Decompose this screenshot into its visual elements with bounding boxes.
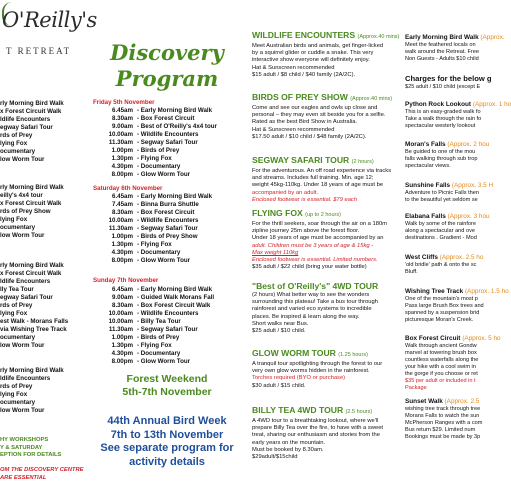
walk-body [405, 149, 502, 170]
walk-line: Meet the feathered locals on [405, 42, 476, 48]
schedule-event: - Flying Fox [137, 241, 172, 248]
schedule-time: 6.45am [112, 193, 133, 200]
schedule-row [93, 217, 245, 225]
tour-line: Meet Australian birds and animals, get finger-licked [252, 43, 384, 49]
schedule-row [93, 147, 245, 155]
walk-line: the gorge if you choose or ret [405, 371, 478, 377]
schedule-row [93, 171, 245, 179]
schedule-time: 11.30am [108, 326, 133, 333]
schedule-row [93, 201, 245, 209]
tour-duration: (2.5 hours) [345, 409, 373, 415]
walk-line: Bookings must be made by 3p [405, 434, 481, 440]
schedule-time: 6.45am [112, 286, 133, 293]
walk-name: Moran's Falls [405, 141, 446, 148]
left-list-item: rly Morning Bird Walk [0, 367, 64, 374]
tour-line: very own glow worms hidden in the rainforest. [252, 368, 370, 375]
left-list-item: rly Morning Bird Walk [0, 100, 64, 107]
logo-title: O'Reilly's [2, 8, 97, 32]
schedule-event: - Wildlife Encounters [137, 131, 199, 138]
tour-duration: (up to 2 hours) [305, 212, 341, 218]
left-column [0, 0, 97, 500]
walk-body [405, 84, 502, 91]
walk-body [405, 296, 502, 324]
walk-name: Charges for the below g [405, 74, 492, 83]
tour-duration: (Approx.40 mins) [357, 34, 400, 40]
tour-duration: (2 hours) [351, 159, 374, 165]
forest-weekend-title: Forest Weekend [126, 373, 208, 385]
schedule-time: 10.00am [108, 318, 133, 325]
tour-name: FLYING FOX [252, 208, 303, 218]
walk-name: Wishing Tree Track [405, 288, 464, 295]
walk-early-morning-bird [405, 34, 505, 63]
tour-line: Hat & Sunscreen recommended [252, 126, 335, 133]
walk-line: Be guided to one of the mou [405, 149, 476, 155]
walk-duration: (Approx. [480, 34, 505, 41]
left-list-item: lying Fox [0, 391, 28, 398]
left-list-item: rly Morning Bird Walk [0, 262, 64, 269]
day-schedule [93, 286, 245, 366]
schedule-time: 11.30am [108, 225, 133, 232]
walk-body [405, 109, 502, 130]
schedule-event: - Birds of Prey [137, 147, 180, 154]
bird-week-note-2: activity details [129, 455, 205, 468]
walk-sunset [405, 398, 502, 441]
left-list-item: ocumentary [0, 334, 36, 341]
walk-line: your hike with a cool swim in [405, 364, 476, 370]
tour-line: prepare Billy Tea over the fire, to have with a sweet [252, 425, 384, 432]
walk-title [405, 254, 502, 262]
schedule-row [93, 334, 245, 342]
schedule-time: 9.00am [112, 123, 133, 130]
schedule-row [93, 225, 245, 233]
walk-title [405, 288, 509, 296]
schedule-event: - Box Forest Circuit [137, 115, 195, 122]
tour-line: $25 adult / $10 child. [252, 328, 306, 335]
tour-name: "Best of O'Reilly's" 4WD TOUR [252, 281, 379, 291]
left-list-item: x Forest Circuit Walk [0, 200, 62, 207]
walk-duration: (Approx. 1.5 ho [464, 288, 509, 295]
tour-line: interactive show everyone will definitely enjoy. [252, 57, 370, 64]
left-list-item: ocumentary [0, 224, 36, 231]
schedule-row [93, 318, 245, 326]
schedule-row [93, 163, 245, 171]
tour-name: GLOW WORM TOUR [252, 348, 336, 358]
schedule-time: 1.00pm [111, 147, 133, 154]
schedule-row [93, 139, 245, 147]
schedule-time: 7.45am [112, 201, 133, 208]
left-list-item: rly Morning Bird Walk [0, 184, 64, 191]
tour-title [252, 208, 402, 221]
walk-duration: (Approx. 1 ho [472, 101, 511, 108]
schedule-time: 10.00am [108, 310, 133, 317]
schedule-row [93, 310, 245, 318]
day-heading: Friday 5th November [93, 99, 155, 106]
tour-line: $15 adult / $8 child / $40 family (2A/2C). [252, 71, 356, 78]
walk-line: spanned by a suspension brid [405, 310, 480, 316]
tour-line: Come and see our eagles and owls up close and [252, 105, 378, 111]
schedule-row [93, 233, 245, 241]
left-list-item: via Wishing Tree Track [0, 326, 67, 333]
schedule-time: 8.30am [112, 302, 133, 309]
program-column [88, 0, 246, 500]
walk-line: Adventure to Picnic Falls then [405, 190, 479, 196]
schedule-row [93, 257, 245, 265]
schedule-event: - Early Morning Bird Walk [137, 107, 213, 114]
schedule-event: - Flying Fox [137, 342, 172, 349]
left-footer-line: ARE ESSENTIAL [0, 474, 47, 481]
schedule-event: - Documentary [137, 163, 181, 170]
walk-line: to the beautiful yet seldom se [405, 197, 478, 203]
walk-body [405, 262, 502, 276]
schedule-row [93, 123, 245, 131]
program-title-line1: Discovery [110, 40, 224, 65]
schedule-time: 8.30am [112, 115, 133, 122]
walk-line: spectacular westerly lookout [405, 123, 476, 129]
walk-line: spectacular views. [405, 163, 451, 169]
walk-duration: (Approx. 2.5 ho [439, 254, 484, 261]
left-list-item: rds of Prey [0, 132, 33, 139]
walk-west-cliffs [405, 254, 502, 276]
left-list-item: ldlife Encounters [0, 116, 51, 123]
left-footer-line: OM THE DISCOVERY CENTRE [0, 467, 84, 473]
tour-line: Max weight 110kg [252, 249, 299, 256]
walk-body [405, 190, 502, 204]
day-heading: Saturday 6th November [93, 185, 163, 192]
walk-line: Bluff. [405, 269, 418, 275]
tour-line: surrounding this plateau! Take a bus tour through [252, 299, 378, 306]
walk-name: Box Forest Circuit [405, 335, 461, 342]
tour-line: $30 adult / $15 child. [252, 382, 306, 389]
bird-week-title: 44th Annual Bird Week [107, 415, 227, 427]
schedule-row [93, 342, 245, 350]
walk-duration: (Approx. 2 hou [447, 141, 490, 148]
schedule-event: - Box Forest Circuit [137, 209, 195, 216]
guided-walk-charges [405, 74, 502, 91]
walk-body [405, 42, 502, 63]
tour-line: weight 45kg-110kg. Under 18 years of age must be [252, 182, 384, 189]
day-heading: Sunday 7th November [93, 277, 159, 284]
walk-name: Elabana Falls [405, 213, 446, 220]
walk-elabana-falls [405, 213, 502, 242]
schedule-event: - Guided Walk Morans Fall [137, 294, 215, 301]
schedule-time: 8.00pm [111, 257, 133, 264]
tour-best-of-oreillys [252, 281, 402, 335]
schedule-time: 10.00am [108, 217, 133, 224]
left-list-item: rds of Prey Show [0, 208, 51, 215]
day-schedule [93, 107, 245, 179]
tour-line: Must be booked by 8.30am. [252, 446, 324, 453]
schedule-event: - Segway Safari Tour [137, 225, 198, 232]
tour-line: early years on the mountain. [252, 439, 326, 446]
schedule-event: - Segway Safari Tour [137, 326, 198, 333]
left-footer [0, 437, 86, 482]
schedule-row [93, 209, 245, 217]
tour-line: $29adult/$15child [252, 454, 298, 461]
schedule-event: - Early Morning Bird Walk [137, 286, 213, 293]
walk-title [405, 398, 502, 406]
left-list-item: egway Safari Tour [0, 124, 53, 131]
tours-column [250, 0, 402, 500]
tour-title [252, 348, 402, 361]
walk-line: $25 adult / $10 child (except E [405, 84, 481, 90]
walk-line: McPherson Ranges with a com [405, 420, 483, 426]
bird-week-dates: 7th to 13th November [110, 428, 224, 441]
tour-line: and streams. Includes full training. Min. age 12; [252, 175, 374, 182]
schedule-time: 1.30pm [111, 241, 133, 248]
left-list-item: lying Fox [0, 140, 28, 147]
schedule-event: - Segway Safari Tour [137, 139, 198, 146]
walk-line: $35 per adult or included in t [405, 378, 476, 384]
left-list-item: ocumentary [0, 399, 36, 406]
left-list-item: low Worm Tour [0, 156, 45, 163]
schedule-row [93, 131, 245, 139]
tour-duration: (1.25 hours) [338, 352, 368, 358]
tour-line: For the thrill seekers, soar through the air on a 180m [252, 221, 388, 227]
schedule-event: - Wildlife Encounters [137, 217, 199, 224]
forest-weekend-banner [88, 373, 246, 399]
tour-name: BIRDS OF PREY SHOW [252, 92, 348, 102]
schedule-event: - Early Morning Bird Walk [137, 193, 213, 200]
schedule-time: 4.30pm [111, 163, 133, 170]
schedule-row [93, 115, 245, 123]
left-footer-line: Y & SATURDAY [0, 444, 43, 451]
schedule-time: 1.00pm [111, 334, 133, 341]
tour-line: places. Be inspired & learn along the way. [252, 313, 360, 320]
left-list-item: egway Safari Tour [0, 294, 53, 301]
retreat-logo [0, 0, 97, 80]
schedule-time: 1.00pm [111, 233, 133, 240]
tour-duration: (Approx.40 mins) [350, 96, 393, 102]
schedule-time: 10.00am [108, 131, 133, 138]
walk-line: wishing tree track through tree [405, 406, 481, 412]
walk-box-forest-circuit [405, 335, 502, 392]
walk-title [405, 182, 502, 190]
left-list-item: lying Fox [0, 310, 28, 317]
left-list-item: lly Tea Tour [0, 286, 34, 293]
tour-line: adult. Children must be 3 years of age & 15kg - [252, 242, 374, 249]
schedule-time: 4.30pm [111, 249, 133, 256]
walk-name: Python Rock Lookout [405, 101, 472, 108]
walk-line: Package [405, 385, 427, 391]
walk-line: Bus return $29. Limited num [405, 427, 476, 433]
walk-line: picturesque Moran's Creek. [405, 317, 474, 323]
forest-weekend-dates: 5th-7th November [122, 386, 212, 398]
left-list-item: eilly's 4x4 tour [0, 192, 43, 199]
left-list-item: x Forest Circuit Walk [0, 108, 62, 115]
walk-title [405, 74, 502, 84]
walk-line: This is an easy-graded walk fo [405, 109, 481, 115]
left-list-item: x Forest Circuit Walk [0, 270, 62, 277]
walk-sunshine-falls [405, 182, 502, 204]
schedule-row [93, 294, 245, 302]
bird-week-note-1: See separate program for [100, 442, 234, 454]
walk-line: walk around the Retreat. Free [405, 49, 479, 55]
left-list-item: rds of Prey [0, 302, 33, 309]
schedule-row [93, 326, 245, 334]
walk-title [405, 34, 505, 42]
tour-line: A tranquil tour spotlighting through the forest to our [252, 361, 383, 367]
schedule-row [93, 249, 245, 257]
tour-line: Enclosed footwear is essential. $79 each [252, 196, 358, 203]
schedule-row [93, 286, 245, 294]
tour-glow-worm [252, 348, 402, 390]
schedule-event: - Wildlife Encounters [137, 310, 199, 317]
walk-title [405, 213, 502, 221]
logo-subtitle: T RETREAT [6, 46, 72, 56]
walk-line: Take a walk through the rain fo [405, 116, 482, 122]
left-list-item: ldlife Encounters [0, 375, 51, 382]
tour-name: SEGWAY SAFARI TOUR [252, 155, 350, 165]
walk-title [405, 101, 511, 109]
schedule-time: 8.00pm [111, 171, 133, 178]
schedule-time: 1.30pm [111, 155, 133, 162]
tour-line: Torches required (BYO or purchase) [252, 375, 346, 382]
tour-line: For the adventurous. An off road experience via tracks [252, 168, 392, 174]
schedule-event: - Binna Burra Shuttle [137, 201, 199, 208]
left-list-sun [0, 262, 86, 350]
schedule-event: - Glow Worm Tour [137, 171, 191, 178]
left-footer-line: HY WORKSHOPS [0, 437, 49, 443]
left-footer-line [0, 460, 86, 468]
schedule-event: - Best of O'Reilly's 4x4 tour [137, 123, 217, 130]
tour-line: personal – they may even sit beside you for a selfie. [252, 112, 386, 119]
tour-line: Hat & Sunscreen recommended [252, 64, 335, 71]
schedule-event: - Birds of Prey Show [137, 233, 198, 240]
tour-title [252, 155, 402, 168]
schedule-time: 1.30pm [111, 342, 133, 349]
right-column [403, 0, 511, 500]
schedule-event: - Glow Worm Tour [137, 257, 191, 264]
walk-line: Walk through ancient Gondw [405, 343, 477, 349]
walk-line: Pass large Brush Box trees and [405, 303, 484, 309]
left-footer-line: EPTION FOR DETAILS [0, 452, 62, 458]
walk-wishing-tree [405, 288, 509, 324]
schedule-row [93, 193, 245, 201]
tour-line: Short walks near Bus. [252, 320, 309, 327]
schedule-event: - Documentary [137, 249, 181, 256]
schedule-event: - Billy Tea Tour [137, 318, 181, 325]
tour-line: zipline journey 25m above the forest floor. [252, 228, 360, 235]
schedule-time: 9.00am [112, 294, 133, 301]
walk-line: falls walking through sub trop [405, 156, 478, 162]
tour-line: $35 adult / $22 child (bring your water bottle) [252, 264, 367, 271]
left-list-fri [0, 100, 86, 164]
walk-morans-falls [405, 141, 502, 170]
walk-body [405, 343, 502, 392]
walk-duration: (Approx. 5 ho [462, 335, 501, 342]
walk-line: 'old bridle' path & onto the sc [405, 262, 477, 268]
schedule-row [93, 107, 245, 115]
schedule-event: - Box Forest Circuit Walk [137, 302, 211, 309]
tour-title [252, 281, 402, 292]
left-list-item: low Worm Tour [0, 232, 45, 239]
schedule-row [93, 155, 245, 163]
walk-line: destinations . Gradient - Mod [405, 235, 477, 241]
left-list-item: rds of Prey [0, 383, 33, 390]
tour-title [252, 92, 402, 105]
schedule-event: - Flying Fox [137, 155, 172, 162]
walk-duration: (Approx. 3.5 H [451, 182, 494, 189]
walk-name: Sunset Walk [405, 398, 443, 405]
schedule-row [93, 350, 245, 358]
tour-title [252, 30, 402, 43]
walk-name: Early Morning Bird Walk [405, 34, 479, 41]
walk-title [405, 141, 502, 149]
tour-segway-safari [252, 155, 402, 204]
schedule-event: - Birds of Prey [137, 334, 180, 341]
tour-line: A 4WD tour to a breathtaking lookout, where we'll [252, 418, 379, 424]
walk-line: marvel at towering brush box [405, 350, 477, 356]
walk-title [405, 335, 502, 343]
tour-line: treat, sharing our enthusiasm and stories from the [252, 432, 380, 439]
schedule-time: 8.00pm [111, 358, 133, 365]
schedule-row [93, 241, 245, 249]
tour-line: (2 hours) What better way to see the wonders [252, 292, 370, 298]
tour-name: WILDLIFE ENCOUNTERS [252, 30, 356, 40]
left-list-item: ocumentary [0, 148, 36, 155]
walk-body [405, 221, 502, 242]
schedule-row [93, 302, 245, 310]
schedule-time: 4.30pm [111, 350, 133, 357]
left-list-item: ldlife Encounters [0, 278, 51, 285]
schedule-event: - Glow Worm Tour [137, 358, 191, 365]
walk-duration: (Approx. 2.5 [444, 398, 480, 405]
tour-line: by a squirrel glider or cuddle a snake. This very [252, 50, 374, 57]
walk-line: along a spectacular and ove [405, 228, 475, 234]
tour-line: rainforest and varied eco systems to incredible [252, 306, 372, 313]
walk-line: countless waterfalls along the [405, 357, 479, 363]
tour-line: Enclosed footwear is essential. Limited numbers. [252, 257, 378, 264]
tour-line: Rated as the best Bird Show in Australia. [252, 119, 358, 126]
tour-billy-tea [252, 405, 402, 461]
tour-wildlife-encounters [252, 30, 402, 79]
tour-birds-of-prey [252, 92, 402, 141]
walk-line: One of the mountain's most p [405, 296, 478, 302]
tour-line: $17.50 adult / $10 child / $48 family (2A/2C). [252, 133, 367, 140]
left-list-item: est Walk - Morans Falls [0, 318, 69, 325]
tour-title [252, 405, 402, 418]
walk-line: Morans Falls to watch the sun [405, 413, 480, 419]
left-list-item: low Worm Tour [0, 342, 45, 349]
left-list-mon [0, 367, 86, 415]
program-title-line2: Program [115, 66, 219, 91]
walk-name: West Cliffs [405, 254, 438, 261]
left-list-item: low Worm Tour [0, 407, 45, 414]
walk-duration: (Approx. 3 hou [447, 213, 490, 220]
schedule-time: 11.30am [108, 139, 133, 146]
tour-line: accompanied by an adult. [252, 189, 319, 196]
walk-python-rock [405, 101, 511, 130]
schedule-time: 6.45am [112, 107, 133, 114]
tour-flying-fox [252, 208, 402, 271]
schedule-time: 8.30am [112, 209, 133, 216]
walk-name: Sunshine Falls [405, 182, 451, 189]
walk-body [405, 406, 502, 441]
left-list-sat [0, 184, 86, 240]
schedule-row [93, 358, 245, 366]
left-list-item: lying Fox [0, 216, 28, 223]
walk-line: Non Guests - Adults $10 child [405, 56, 479, 62]
walk-line: Walk by some of the rainfore [405, 221, 476, 227]
tour-name: BILLY TEA 4WD TOUR [252, 405, 344, 415]
tour-line: Under 18 years of age must be accompanied by an [252, 235, 384, 242]
schedule-event: - Documentary [137, 350, 181, 357]
day-schedule [93, 193, 245, 265]
bird-week-banner [88, 415, 246, 469]
